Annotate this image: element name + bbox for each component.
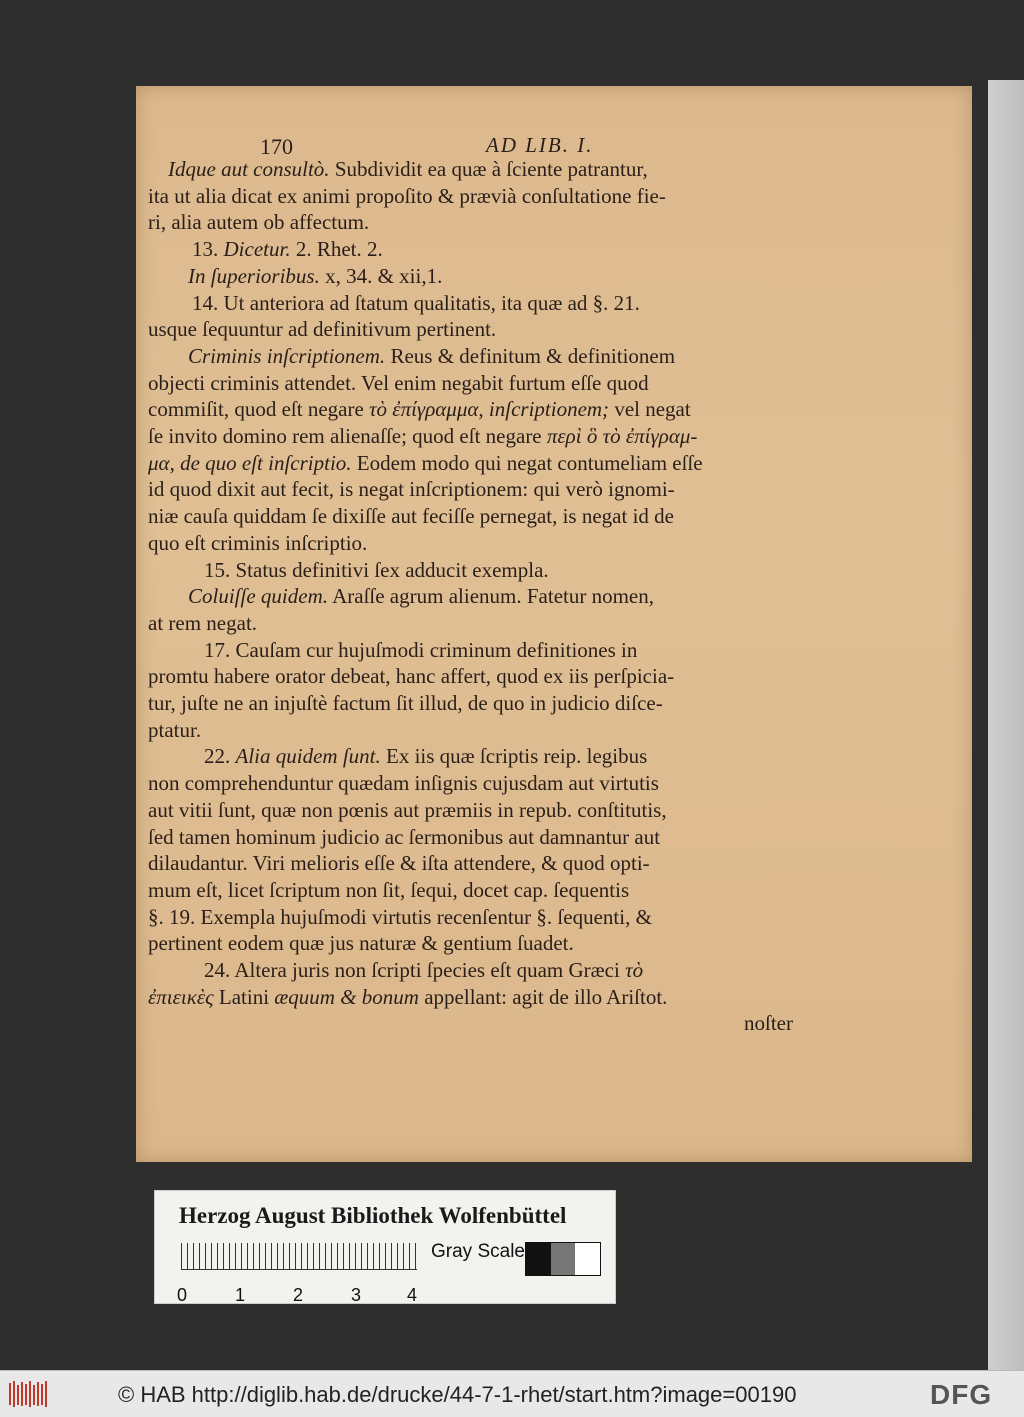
text-line [192, 290, 640, 316]
text-line [204, 957, 643, 983]
text-segment: vel negat [609, 397, 691, 422]
text-line [148, 476, 675, 502]
text-segment: commiſit, quod eſt negare [148, 397, 370, 422]
text-segment: ptatur. [148, 717, 202, 742]
text-segment: Subdividit ea quæ à ſciente patrantur, [329, 157, 648, 181]
text-segment: quo eſt criminis inſcriptio. [148, 530, 368, 555]
text-line [148, 930, 574, 956]
italic-segment: Idque aut consultò. [168, 157, 330, 181]
hab-logo-icon [8, 1379, 50, 1409]
text-segment: mum eſt, licet ſcriptum non ſit, ſequi, docet cap. ſequentis [148, 877, 630, 902]
text-line [148, 984, 667, 1010]
text-segment: ſe invito domino rem alienaſſe; quod eſt negare [148, 424, 547, 448]
text-line [148, 797, 667, 823]
text-segment: noſter [744, 1011, 793, 1036]
italic-segment: Coluiſſe quidem. [188, 584, 328, 609]
text-segment: aut vitii ſunt, quæ non pœnis aut præmiis in repub. conſtitutis, [148, 797, 667, 822]
text-segment: usque ſequuntur ad definitivum pertinent. [148, 317, 497, 342]
footer-copyright-url[interactable]: © HAB http://diglib.hab.de/drucke/44-7-1-rhet/start.htm?image=00190 [118, 1382, 797, 1407]
text-segment: niæ cauſa quiddam ſe dixiſſe aut feciſſe pernegat, is negat id de [148, 504, 674, 529]
viewer-footer [0, 1370, 1024, 1417]
page-text [0, 86, 836, 1162]
ruler-number: 3 [351, 1285, 362, 1305]
text-line [188, 263, 442, 289]
book-page [136, 86, 972, 1162]
text-segment: appellant: agit de illo Ariſtot. [418, 984, 668, 1009]
italic-segment: μα, de quo eſt inſcriptio. [148, 450, 352, 475]
italic-segment: Criminis inſcriptionem. [188, 343, 386, 368]
text-line [148, 450, 703, 476]
ruler-number: 4 [407, 1285, 418, 1305]
italic-segment: περὶ ὃ τὸ ἐπίγραμ- [546, 424, 698, 448]
text-line [148, 396, 691, 422]
text-line [148, 690, 663, 716]
gray-scale-patches [525, 1242, 601, 1276]
text-line [148, 316, 496, 342]
gray-patch-black [526, 1243, 551, 1275]
text-line [148, 717, 201, 743]
ruler-number: 2 [293, 1285, 304, 1305]
text-line [188, 343, 675, 369]
text-line [148, 423, 697, 449]
text-segment: Eodem modo qui negat contumeliam eſſe [351, 450, 703, 475]
text-line [188, 583, 654, 609]
text-segment: tur, juſte ne an injuſtè factum ſit illud, de quo in judicio diſce- [148, 691, 663, 715]
italic-segment: τὸ ἐπίγραμμα, inſcriptionem; [369, 397, 610, 422]
text-segment: Araſſe agrum alienum. Fatetur nomen, [328, 584, 654, 609]
text-segment: 13. [192, 237, 224, 262]
text-line [148, 877, 629, 903]
text-line [204, 557, 549, 583]
text-line [148, 824, 660, 850]
text-line [204, 637, 637, 663]
text-line [148, 370, 649, 396]
gray-patch-white [575, 1243, 600, 1275]
text-line [744, 1010, 793, 1036]
text-segment: ri, alia autem ob affectum. [148, 210, 370, 235]
italic-segment: In ſuperioribus. [188, 263, 320, 288]
text-line [148, 663, 674, 689]
italic-segment: æquum & bonum [274, 984, 419, 1009]
text-segment: ſed tamen hominum judicio ac ſermonibus aut damnantur aut [148, 824, 661, 849]
italic-segment: Alia quidem ſunt. [235, 744, 381, 769]
text-line [148, 503, 674, 529]
text-segment: non comprehenduntur quædam inſignis cujusdam aut virtutis [148, 771, 659, 796]
running-head: AD LIB. I. [486, 133, 594, 157]
text-segment: 14. Ut anteriora ad ſtatum qualitatis, ita quæ ad §. 21. [192, 290, 640, 315]
gray-scale-label: Gray Scale [431, 1241, 525, 1262]
text-line [204, 743, 647, 769]
text-segment: dilaudantur. Viri melioris eſſe & iſta attendere, & quod opti- [148, 851, 650, 876]
gray-patch-mid [551, 1243, 576, 1275]
card-title: Herzog August Bibliothek Wolfenbüttel [179, 1203, 567, 1228]
text-segment: promtu habere orator debeat, hanc affert, quod ex iis perſpicia- [148, 664, 675, 689]
text-segment: pertinent eodem quæ jus naturæ & gentium ſuadet. [148, 931, 574, 956]
text-segment: 22. [204, 744, 236, 769]
text-segment: 2. Rhet. 2. [290, 237, 383, 262]
text-segment: ita ut alia dicat ex animi propoſito & prævià conſultatione fie- [148, 183, 666, 208]
text-line [192, 236, 383, 262]
text-segment: Reus & definitum & definitionem [385, 343, 676, 368]
text-segment: §. 19. Exempla hujuſmodi virtutis recenſentur §. ſequenti, & [148, 904, 652, 929]
text-line [148, 904, 652, 930]
text-line [168, 156, 648, 182]
italic-segment: Dicetur. [223, 237, 291, 262]
text-line [148, 183, 666, 209]
text-segment: Latini [213, 984, 275, 1009]
ruler-number: 1 [235, 1285, 246, 1305]
text-line [148, 209, 369, 235]
text-line [148, 530, 367, 556]
text-segment: id quod dixit aut fecit, is negat inſcriptionem: qui verò ignomi- [148, 477, 675, 502]
text-segment: at rem negat. [148, 610, 258, 635]
text-line [148, 610, 257, 636]
text-segment: 15. Status definitivi ſex adducit exempla. [204, 557, 549, 582]
ruler-scale [181, 1243, 417, 1270]
scan-edge-strip [988, 80, 1024, 1370]
text-line [148, 850, 650, 876]
text-segment: 24. Altera juris non ſcripti ſpecies eſt quam Græci [204, 958, 626, 982]
dfg-logo: DFG [930, 1379, 993, 1410]
text-segment: objecti criminis attendet. Vel enim negabit furtum eſſe quod [148, 370, 649, 395]
text-line [148, 770, 659, 796]
text-segment: Ex iis quæ ſcriptis reip. legibus [380, 744, 648, 769]
color-reference-card [154, 1190, 616, 1304]
page-number: 170 [260, 134, 293, 159]
text-segment: x, 34. & xii,1. [319, 263, 443, 288]
ruler-number: 0 [177, 1285, 188, 1305]
italic-segment: ἐπιεικὲς [148, 984, 214, 1009]
italic-segment: τὸ [625, 958, 644, 982]
text-segment: 17. Cauſam cur hujuſmodi criminum definitiones in [204, 637, 638, 662]
